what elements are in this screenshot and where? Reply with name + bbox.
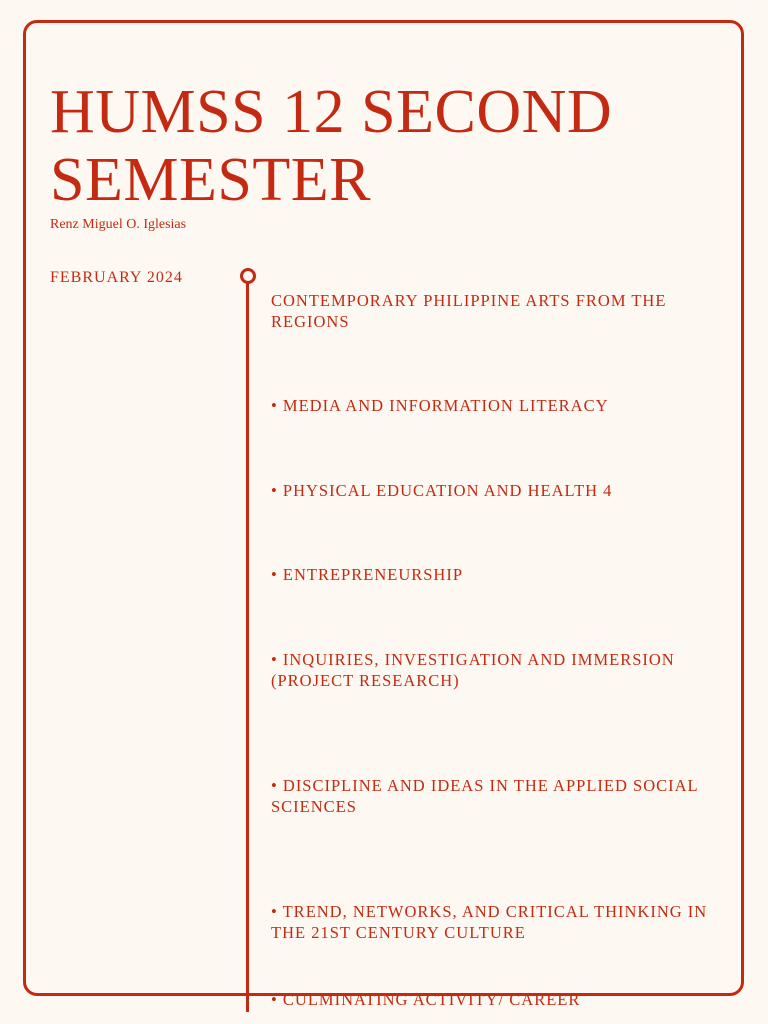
subject-item: • PHYSICAL EDUCATION AND HEALTH 4 [271, 481, 613, 500]
subject-item: • ENTREPRENEURSHIP [271, 565, 463, 584]
subject-item: • TREND, NETWORKS, AND CRITICAL THINKING IN THE 21ST CENTURY CULTURE [271, 902, 708, 942]
author-name: Renz Miguel O. Iglesias [50, 217, 187, 232]
subject-item: CONTEMPORARY PHILIPPINE ARTS FROM THE REGIONS [271, 291, 667, 331]
subject-item: • INQUIRIES, INVESTIGATION AND IMMERSION (PROJECT RESEARCH) [271, 650, 675, 690]
page-title: HUMSS 12 SECOND SEMESTER [50, 78, 613, 214]
subject-item: • CULMINATING ACTIVITY/ CAREER [271, 990, 581, 1009]
timeline-date: FEBRUARY 2024 [50, 269, 183, 286]
subject-item: • DISCIPLINE AND IDEAS IN THE APPLIED SOCIAL SCIENCES [271, 776, 698, 816]
subject-item: • MEDIA AND INFORMATION LITERACY [271, 396, 609, 415]
timeline-node-icon [240, 268, 256, 284]
timeline-line [246, 282, 249, 1012]
